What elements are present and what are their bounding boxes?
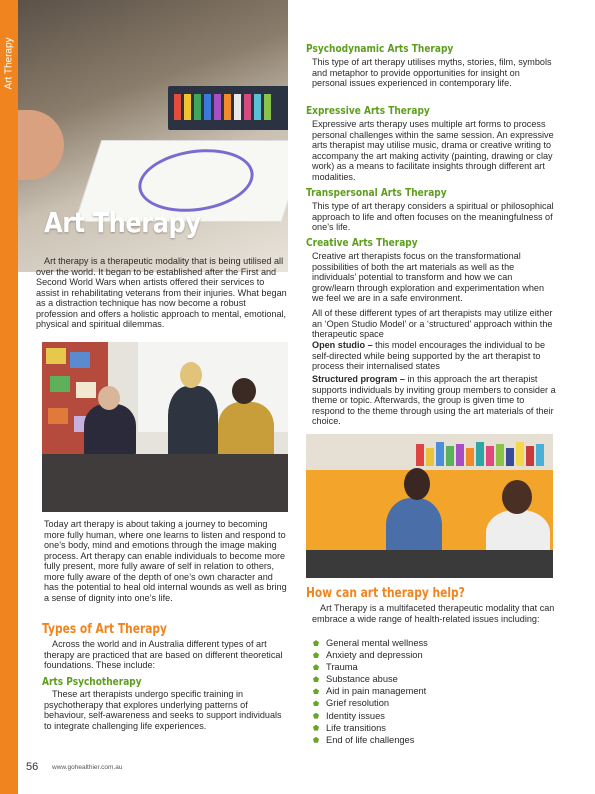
structured-label: Structured program – xyxy=(312,374,405,384)
bullet-icon xyxy=(313,640,319,646)
footer-url[interactable]: www.gohealthier.com.au xyxy=(52,764,123,771)
photo-pastel-tray xyxy=(168,86,288,130)
structured-text: in this approach the art therapist supports individuals by inviting group members to consider a theme or topic. Afterwards, the group is given time to respond to the theme through using the art materials of their choice. xyxy=(312,374,556,426)
open-studio-paragraph xyxy=(312,340,556,372)
list-item: Anxiety and depression xyxy=(312,649,428,661)
help-heading: How can art therapy help? xyxy=(306,586,465,601)
bullet-icon xyxy=(313,700,319,706)
photo-table xyxy=(42,454,288,512)
list-item: Grief resolution xyxy=(312,697,428,709)
journey-paragraph: Today art therapy is about taking a journey to becoming more fully human, where one learns to listen and respond to one’s body, mind and emotions through the image making process. Art therapy can enable individuals to become more fully present, more fully aware of self in relation to others, more fully aware of the depth of one’s own character and has the potential to heal old internal wounds as well as bring a sense of dignity into one’s life. xyxy=(44,519,287,603)
help-paragraph: Art Therapy is a multifaceted therapeutic modality that can embrace a wide range of health-related issues including: xyxy=(312,603,555,624)
creative-paragraph: Creative art therapists focus on the transformational possibilities of both the art materials as well as the individuals’ potential to transform and how we can grow/learn through exploration and experimentation when we feel we are in a safe environment. xyxy=(312,251,545,303)
bullet-icon xyxy=(313,652,319,658)
structured-paragraph xyxy=(312,374,556,427)
group-photo xyxy=(42,342,288,512)
arts-psychotherapy-paragraph: These art therapists undergo specific training in psychotherapy that explores underlying patterns of behaviour, self-awareness and seeks to support individuals to integrate challenging life experiences. xyxy=(44,689,282,731)
list-item: Substance abuse xyxy=(312,673,428,685)
photo-table xyxy=(306,550,553,578)
types-heading: Types of Art Therapy xyxy=(42,622,167,637)
photo-person-head xyxy=(404,468,430,500)
page-number: 56 xyxy=(26,761,39,773)
types-paragraph: Across the world and in Australia different types of art therapy are practiced that are based on different theoretical foundations. These include: xyxy=(44,639,283,670)
creative-heading: Creative Arts Therapy xyxy=(306,236,418,249)
photo-person-head xyxy=(232,378,256,404)
list-item: Identity issues xyxy=(312,710,428,722)
photo-hand xyxy=(18,110,64,180)
photo-paint-shelf xyxy=(306,434,553,470)
photo-person xyxy=(386,498,442,558)
transpersonal-paragraph: This type of art therapy considers a spiritual or philosophical approach to life and often focuses on the meaningfulness of one’s life. xyxy=(312,201,554,232)
psychodynamic-heading: Psychodynamic Arts Therapy xyxy=(306,42,454,55)
bullet-icon xyxy=(313,676,319,682)
list-item: Aid in pain management xyxy=(312,685,428,697)
bullet-icon xyxy=(313,664,319,670)
bullet-icon xyxy=(313,725,319,731)
open-studio-text: this model encourages the individual to be self-directed while being supported by the art therapist to process their internalised states xyxy=(312,340,546,371)
arts-psychotherapy-heading: Arts Psychotherapy xyxy=(42,675,142,688)
list-item: Trauma xyxy=(312,661,428,673)
photo-person-head xyxy=(502,480,532,514)
bullet-icon xyxy=(313,713,319,719)
studio-photo xyxy=(306,434,553,578)
intro-paragraph: Art therapy is a therapeutic modality that is being utilised all over the world. It began to be established after the First and Second World Wars when artists offered their services to assist in rehabilitating veterans from their injuries. What began as a distraction technique has now become a robust profession and offers a holistic approach to mental, emotional, physical and spiritual dilemmas. xyxy=(36,256,287,329)
photo-person-head xyxy=(180,362,202,388)
models-paragraph: All of these different types of art therapists may utilize either an ‘Open Studio Model’ or a ‘structured’ approach within the therapeutic space xyxy=(312,308,553,339)
bullet-icon xyxy=(313,737,319,743)
photo-person xyxy=(168,386,218,460)
expressive-paragraph: Expressive arts therapy uses multiple art forms to process personal challenges within the same session. An expressive arts therapist may utilise music, drama or creative writing to accompany the art making activity (painting, drawing or clay work) as a means to facilitate insights through different art modalities. xyxy=(312,119,554,182)
transpersonal-heading: Transpersonal Arts Therapy xyxy=(306,186,447,199)
side-accent-bar xyxy=(0,0,18,794)
expressive-heading: Expressive Arts Therapy xyxy=(306,104,430,117)
bullet-icon xyxy=(313,688,319,694)
photo-person xyxy=(84,404,136,458)
open-studio-label: Open studio – xyxy=(312,340,373,350)
section-label: Art Therapy xyxy=(3,37,15,90)
list-item: Life transitions xyxy=(312,722,428,734)
list-item: General mental wellness xyxy=(312,637,428,649)
psychodynamic-paragraph: This type of art therapy utilises myths, stories, film, symbols and metaphor to provide opportunities for insight on personal issues experienced in contemporary life. xyxy=(312,57,552,88)
photo-person-head xyxy=(98,386,120,410)
page-title: Art Therapy xyxy=(44,206,201,239)
help-list xyxy=(312,637,428,746)
list-item: End of life challenges xyxy=(312,734,428,746)
photo-person xyxy=(218,402,274,462)
